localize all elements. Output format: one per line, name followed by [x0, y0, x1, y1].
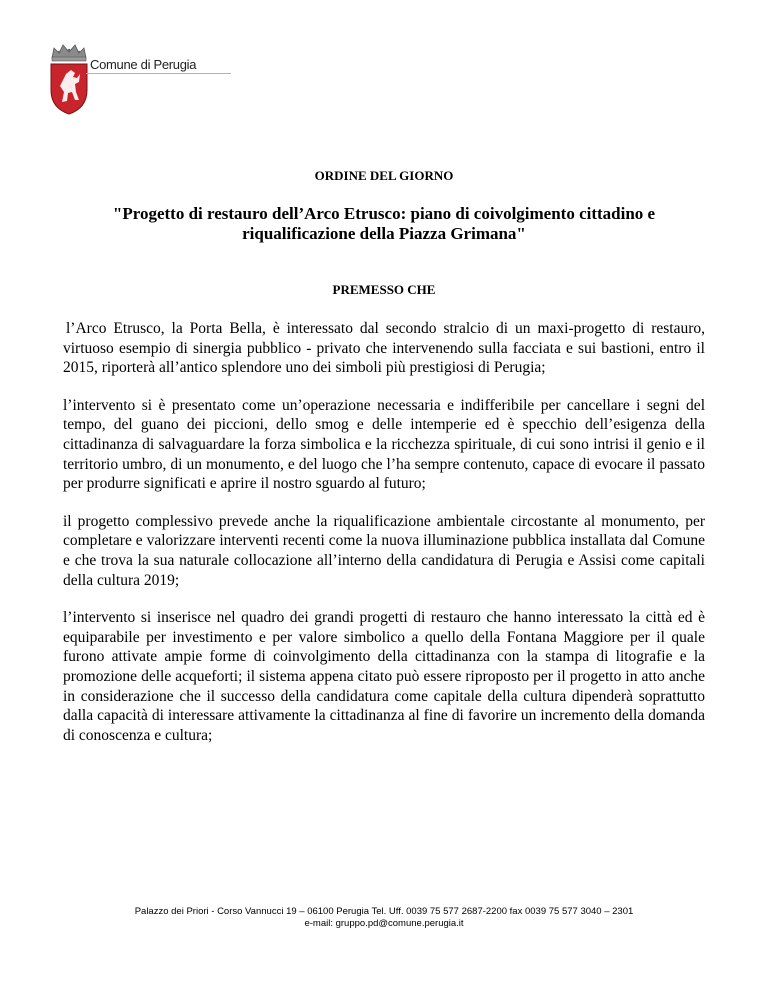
perugia-griffin-crest-icon: [46, 40, 92, 116]
document-type: ORDINE DEL GIORNO: [314, 168, 454, 183]
paragraph: l’Arco Etrusco, la Porta Bella, è interessato dal secondo stralcio di un maxi-progetto di restauro, virtuoso esempio di sinergia pubblico - privato che intervenendo sulla facciata e sui bastioni, entro il 2015, riporterà all’antico splendore uno dei simboli più prestigiosi di Perugia;: [63, 320, 705, 377]
footer: [0, 906, 768, 930]
paragraph: il progetto complessivo prevede anche la riqualificazione ambientale circostante al monumento, per completare e valorizzare interventi recenti come la nuova illuminazione pubblica installata dal Comune e che trova la sua naturale collocazione all’interno della candidatura di Perugia e Assisi come capitali della cultura 2019;: [63, 512, 705, 589]
org-name: Comune di Perugia: [90, 57, 197, 72]
section-heading: PREMESSO CHE: [332, 282, 436, 297]
paragraph: l’intervento si è presentato come un’operazione necessaria e indifferibile per cancellare i segni del tempo, del guano dei piccioni, dello smog e delle intemperie ed è specchio dell’esigenza della cittadinanza di salvaguardare la forza simbolica e la ricchezza spirituale, di cui sono intrisi il genio e il territorio umbro, di un monumento, e del luogo che l’ha sempre contenuto, capace di evocare il passato per produrre significati e aprire il nostro sguardo al futuro;: [63, 396, 705, 493]
footer-email: e-mail: gruppo.pd@comune.perugia.it: [304, 918, 464, 929]
footer-address: Palazzo dei Priori - Corso Vannucci 19 – 06100 Perugia Tel. Uff. 0039 75 577 2687-2200 fax 0039 75 577 3040 – 2301: [134, 906, 634, 917]
document-title: "Progetto di restauro dell’Arco Etrusco: piano di coivolgimento cittadino e riqualificazione della Piazza Grimana": [112, 204, 656, 243]
letterhead-rule: [86, 73, 231, 74]
document-body: [63, 319, 705, 763]
letterhead: [46, 40, 246, 130]
paragraph: l’intervento si inserisce nel quadro dei grandi progetti di restauro che hanno interessato la città ed è equiparabile per investimento e per valore simbolico a quello della Fontana Maggiore per il quale furono attivate ampie forme di coinvolgimento della cittadinanza con la stampa di litografie e la promozione delle acqueforti; il sistema appena citato può essere riproposto per il progetto in atto anche in considerazione che il successo della candidatura come capitale della cultura dipenderà soprattutto dalla capacità di interessare attivamente la cittadinanza al fine di favorire un incremento della domanda di conoscenza e cultura;: [63, 609, 705, 744]
